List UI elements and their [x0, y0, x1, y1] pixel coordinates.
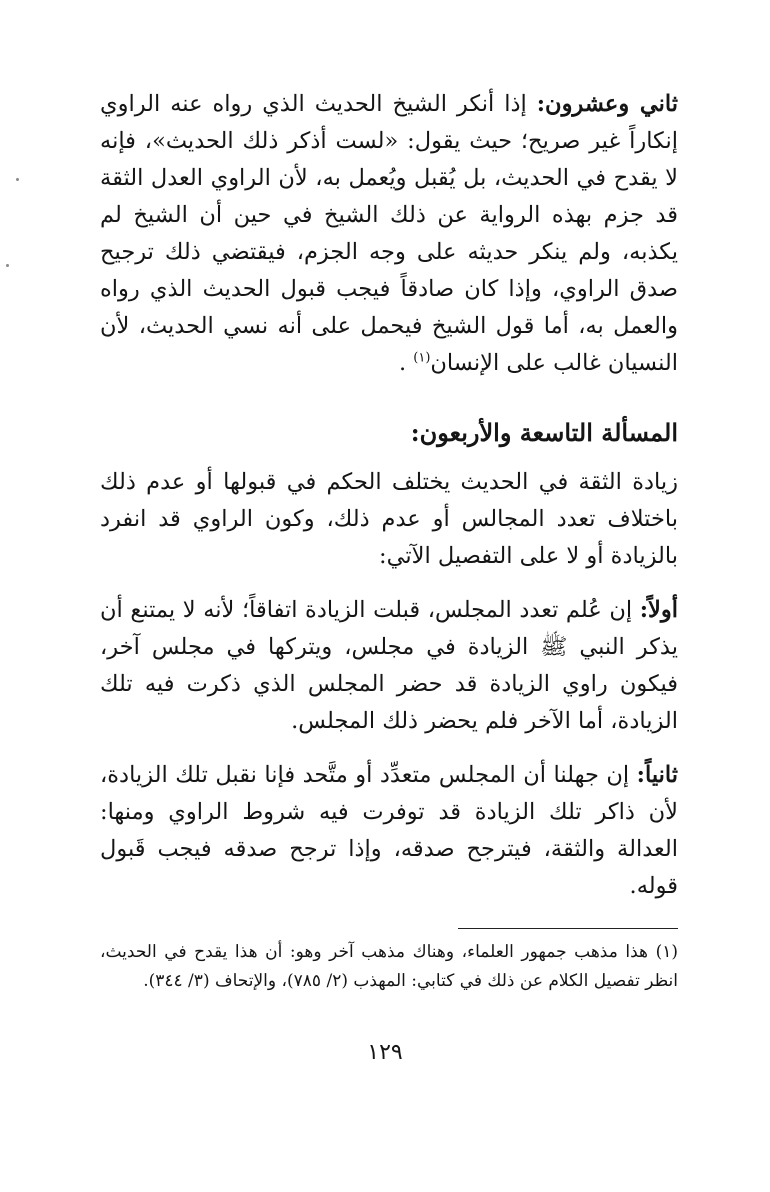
paragraph-first	[100, 592, 678, 740]
paragraph-text: إذا أنكر الشيخ الحديث الذي رواه عنه الراوي إنكاراً غير صريح؛ حيث يقول: «لست أذكر ذلك الحديث»، فإنه لا يقدح في الحديث، بل يُقبل ويُعمل به، لأن الراوي العدل الثقة قد جزم بهذه الرواية عن ذلك الشيخ في حين أن الشيخ لم يكذبه، ولم ينكر حديثه على وجه الجزم، فيقتضي ذلك ترجيح صدق الراوي، وإذا كان صادقاً فيجب قبول الحديث الذي رواه والعمل به، أما قول الشيخ فيحمل على أنه نسي الحديث، لأن النسيان غالب على الإنسان	[100, 91, 678, 376]
paragraph-lead: ثاني وعشرون:	[536, 91, 678, 117]
paragraph-text: إن عُلم تعدد المجلس، قبلت الزيادة اتفاقاً؛ لأنه لا يمتنع أن يذكر النبي ﷺ الزيادة في مجلس، ويتركها في مجلس آخر، فيكون راوي الزيادة قد حضر المجلس الذي ذكرت فيه تلك الزيادة، أما الآخر فلم يحضر ذلك المجلس.	[100, 597, 678, 734]
footnote-separator	[458, 928, 678, 929]
paragraph-end: .	[398, 350, 414, 376]
paragraph-point-22	[100, 86, 678, 382]
margin-speck	[16, 178, 19, 181]
page-body	[100, 86, 678, 905]
footnote-1: (١) هذا مذهب جمهور العلماء، وهناك مذهب آخر وهو: أن هذا يقدح في الحديث، انظر تفصيل الكلام عن ذلك في كتابي: المهذب (٢/ ٧٨٥)، والإتحاف (٣/ ٣٤٤).	[100, 942, 678, 991]
paragraph-second	[100, 757, 678, 905]
margin-speck	[6, 264, 9, 267]
section-heading: المسألة التاسعة والأربعون:	[410, 418, 678, 447]
paragraph-text: إن جهلنا أن المجلس متعدِّد أو متَّحد فإنا نقبل تلك الزيادة، لأن ذاكر تلك الزيادة قد توفرت فيه شروط الراوي ومنها: العدالة والثقة، فيترجح صدقه، وإذا ترجح صدقه فيجب قَبول قوله.	[100, 762, 678, 899]
paragraph-lead: أولاً:	[639, 597, 678, 623]
paragraph-lead: ثانياً:	[636, 762, 678, 788]
footnote-reference[interactable]: (١)	[413, 350, 431, 366]
page-number: ١٢٩	[367, 1040, 403, 1065]
paragraph-intro: زيادة الثقة في الحديث يختلف الحكم في قبولها أو عدم ذلك باختلاف تعدد المجالس أو عدم ذلك، وكون الراوي قد انفرد بالزيادة أو لا على التفصيل الآتي:	[100, 469, 678, 569]
